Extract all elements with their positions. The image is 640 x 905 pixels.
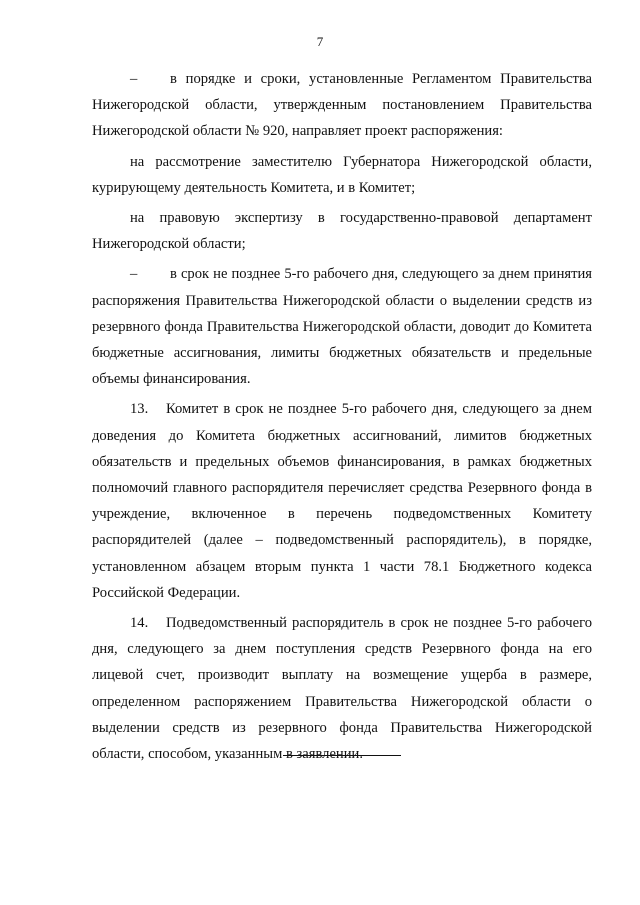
- clause-14: [92, 610, 592, 767]
- end-of-document-rule: [283, 755, 401, 756]
- page-number: 7: [316, 34, 324, 49]
- clause-number: 13.: [130, 401, 149, 418]
- paragraph-dash-budget-allocations: [92, 261, 592, 392]
- list-dash: –: [130, 266, 138, 283]
- paragraph-text: в срок не позднее 5-го рабочего дня, следующего за днем принятия распоряжения Правительства Нижегородской области о выделении средств из резервного фонда Правительства Нижегородской области, доводит до Комитета бюджетные ассигнования, лимиты бюджетных обязательств и предельные объемы финансирования.: [92, 266, 592, 388]
- paragraph-review-deputy-governor: [92, 149, 592, 201]
- clause-13: [92, 396, 592, 606]
- paragraph-text: на правовую экспертизу в государственно-правовой департамент Нижегородской области;: [92, 210, 592, 253]
- paragraph-legal-expertise: [92, 205, 592, 257]
- list-dash: –: [130, 71, 138, 87]
- clause-number: 14.: [130, 615, 149, 632]
- paragraph-dash-regulation: [92, 66, 592, 145]
- document-body: [92, 66, 592, 767]
- paragraph-text: на рассмотрение заместителю Губернатора Нижегородской области, курирующему деятельность Комитета, и в Комитет;: [92, 153, 592, 196]
- paragraph-text: Подведомственный распорядитель в срок не позднее 5-го рабочего дня, следующего за днем поступления средств Резервного фонда на его лицевой счет, производит выплату на возмещение ущерба в размере, определенном распоряжением Правительства Нижегородской области о выделении средств из резервного фонда Правительства Нижегородской области, способом, указанным в заявлении.: [92, 615, 592, 763]
- paragraph-text: Комитет в срок не позднее 5-го рабочего дня, следующего за днем доведения до Комитета бюджетных ассигнований, лимитов бюджетных обязательств и предельных объемов финансирования, в рамках бюджетных полномочий главного распорядителя перечисляет средства Резервного фонда в учреждение, включенное в перечень подведомственных Комитету распорядителей (далее – подведомственный распорядитель), в порядке, установленном абзацем вторым пункта 1 части 78.1 Бюджетного кодекса Российской Федерации.: [92, 401, 592, 601]
- paragraph-text: в порядке и сроки, установленные Регламентом Правительства Нижегородской области, утвержденным постановлением Правительства Нижегородской области № 920, направляет проект распоряжения:: [92, 71, 592, 140]
